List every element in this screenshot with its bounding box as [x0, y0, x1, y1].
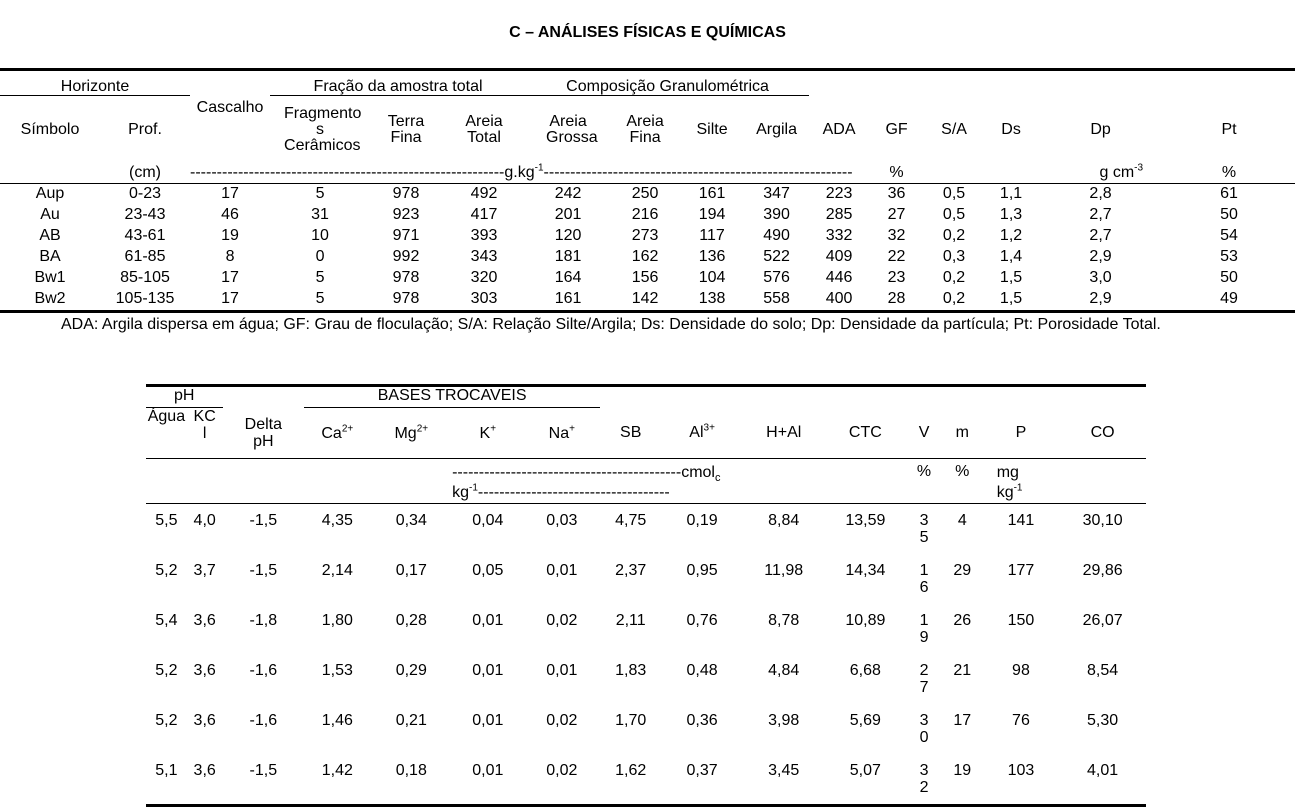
table-cell: 2,9 [1038, 289, 1163, 312]
table-cell: 0,01 [472, 612, 504, 629]
table-cell: 332 [825, 227, 853, 244]
table-cell: 150 [1007, 612, 1035, 629]
spacer [146, 459, 304, 504]
col-m: m [955, 424, 969, 442]
unit-pt: % [1163, 165, 1295, 184]
col-cascalho: Cascalho [196, 98, 264, 116]
table-cell: 85-105 [120, 269, 170, 286]
group-header-row [146, 386, 1146, 408]
table-cell: 0,37 [661, 754, 743, 806]
table-cell: 8,78 [768, 612, 800, 629]
table-cell: 522 [763, 248, 790, 265]
table-cell: 0,01 [452, 754, 523, 806]
table-cell: 161 [698, 185, 726, 202]
table-cell: 417 [470, 206, 498, 223]
table-cell: Bw2 [0, 289, 100, 312]
table-cell: 347 [763, 185, 790, 202]
table-cell: 53 [1220, 248, 1238, 265]
table-cell: 3,6 [193, 662, 216, 679]
col-pt: Pt [1221, 121, 1237, 138]
table-cell: 23 [887, 269, 906, 286]
footnote: ADA: Argila dispersa em água; GF: Grau de floculação; S/A: Relação Silte/Argila; Ds: Densidade do solo; Dp: Densidade da partícula; Pt: Porosidade Total. [61, 316, 1161, 333]
unit-p: mg $kg^{-1}$ [983, 459, 1060, 504]
table-cell: 992 [392, 248, 420, 265]
table-cell: 27 [887, 206, 906, 223]
table-cell: 156 [631, 269, 659, 286]
table-cell: 303 [442, 289, 526, 312]
col-p: P [1015, 424, 1027, 442]
table-cell: 4,75 [615, 512, 647, 529]
table-cell: 181 [554, 248, 582, 265]
table-cell: 28 [869, 289, 924, 312]
table-cell: 0,04 [472, 512, 504, 529]
table-row [146, 554, 1146, 604]
table-row [0, 183, 1295, 205]
table-cell: 11,98 [764, 562, 804, 579]
table-cell: 19 [942, 754, 983, 806]
spacer [1059, 459, 1146, 504]
table-row [146, 704, 1146, 754]
table-cell: 1,1 [999, 185, 1023, 202]
unit-v: % [906, 459, 942, 504]
table-cell: 490 [763, 227, 790, 244]
table-cell: 19 [919, 612, 929, 646]
chemical-analysis-table [146, 384, 1146, 807]
table-cell: 5,69 [849, 712, 881, 729]
table-cell: 138 [680, 289, 744, 312]
table-cell: 4 [957, 512, 967, 529]
table-cell: 0,18 [370, 754, 452, 806]
table-cell: 0,28 [395, 612, 427, 629]
table-cell: 4,01 [1059, 754, 1146, 806]
table-cell: BA [39, 248, 61, 265]
table-cell: 30 [919, 712, 929, 746]
table-cell: -1,8 [249, 612, 278, 629]
table-cell: 2,7 [1089, 227, 1112, 244]
table-cell: 5 [315, 269, 325, 286]
table-cell: 5 [315, 185, 325, 202]
table-cell: 161 [526, 289, 610, 312]
table-row [146, 754, 1146, 806]
table-cell: 923 [392, 206, 420, 223]
composicao-header: Composição Granulométrica [526, 70, 809, 96]
table-row [0, 289, 1295, 312]
table-cell: 1,5 [984, 289, 1038, 312]
col-fragmentos: Fragmento s Cerâmicos [284, 105, 362, 155]
table-cell: 0,29 [395, 662, 427, 679]
table-cell: 4,35 [321, 512, 353, 529]
table-row [0, 205, 1295, 226]
table-cell: 390 [763, 206, 790, 223]
table-cell: 50 [1220, 269, 1238, 286]
table-cell: 1,70 [615, 712, 647, 729]
table-cell: 29,86 [1082, 562, 1123, 579]
table-cell: 103 [983, 754, 1060, 806]
chemical-analysis-rows [146, 504, 1146, 806]
table-cell: 1,46 [321, 712, 353, 729]
table-cell: 1,42 [304, 754, 370, 806]
ph-header: pH [146, 386, 223, 408]
table-cell: 3,6 [193, 612, 216, 629]
table-cell: 0,02 [546, 612, 578, 629]
col-gf: GF [885, 121, 908, 138]
table-cell: 2,14 [321, 562, 353, 579]
table-cell: 5 [270, 289, 370, 312]
table-cell: 61 [1220, 185, 1238, 202]
table-cell: 0,2 [942, 269, 966, 286]
table-cell: 2,37 [615, 562, 647, 579]
col-prof: Prof. [128, 121, 162, 139]
table-row [0, 226, 1295, 247]
table-cell: 6,68 [849, 662, 881, 679]
table-cell: 1,5 [999, 269, 1023, 286]
table-cell: 5,4 [155, 612, 178, 629]
col-dp: Dp [1090, 121, 1111, 138]
table-cell: 26 [953, 612, 972, 629]
table-cell: 2,7 [1089, 206, 1112, 223]
table-cell: 17 [221, 269, 239, 286]
table-cell: 492 [470, 185, 498, 202]
unit-prof: (cm) [100, 165, 190, 184]
table-cell: 0,19 [686, 512, 718, 529]
table-cell: 76 [1012, 712, 1030, 729]
col-kcl: KCl [193, 408, 216, 442]
col-argila: Argila [756, 121, 797, 139]
table-cell: 32 [906, 754, 942, 806]
table-cell: 49 [1163, 289, 1295, 312]
table-cell: 21 [953, 662, 972, 679]
table-cell: 1,2 [999, 227, 1023, 244]
table-cell: 10 [311, 227, 329, 244]
table-cell: -1,5 [249, 512, 278, 529]
page-title: C – ANÁLISES FÍSICAS E QUÍMICAS [509, 24, 786, 41]
table-cell: Bw1 [34, 269, 66, 286]
table-cell: 105-135 [100, 289, 190, 312]
table-cell: 98 [1012, 662, 1030, 679]
col-ds: Ds [1001, 121, 1021, 138]
table-cell: 2,8 [1089, 185, 1112, 202]
table-cell: 0,5 [942, 206, 966, 223]
table-cell: 5,2 [155, 712, 178, 729]
table-cell: -1,6 [249, 712, 278, 729]
horizonte-header: Horizonte [0, 70, 190, 96]
table-cell: 1,80 [321, 612, 353, 629]
table-cell: 26,07 [1082, 612, 1123, 629]
table-cell: 0,02 [524, 754, 601, 806]
table-cell: 576 [763, 269, 790, 286]
table-cell: 142 [610, 289, 680, 312]
table-cell: 8,54 [1087, 662, 1119, 679]
table-cell: 978 [370, 289, 442, 312]
table-cell: 0,95 [686, 562, 718, 579]
table-cell: 32 [887, 227, 906, 244]
unit-gf: % [869, 165, 924, 184]
col-al: $Al^{3+}$ [689, 422, 715, 442]
table-cell: 35 [919, 512, 929, 546]
unit-m: % [942, 459, 983, 504]
table-cell: 0,48 [686, 662, 718, 679]
table-cell: 194 [698, 206, 726, 223]
spacer [809, 70, 1295, 96]
unit-gkg: $-----------------------------------------------------------g.kg^{-1}--------------------------------------------------------$-- [190, 165, 809, 184]
table-cell: -1,5 [223, 754, 305, 806]
table-cell: 17 [953, 712, 972, 729]
table-cell: 0-23 [128, 185, 162, 202]
table-cell: 30,10 [1082, 512, 1123, 529]
table-cell: 43-61 [124, 227, 166, 244]
table-cell: 320 [470, 269, 498, 286]
table-cell: 1,53 [321, 662, 353, 679]
table-cell: 10,89 [845, 612, 886, 629]
spacer [304, 459, 370, 504]
table-cell: 0,36 [686, 712, 718, 729]
table-cell: 978 [392, 269, 420, 286]
table-cell: 400 [809, 289, 869, 312]
table-cell: 4,84 [768, 662, 800, 679]
table-cell: 0,01 [472, 712, 504, 729]
table-cell: 50 [1220, 206, 1238, 223]
table-cell: 3,6 [187, 754, 223, 806]
table-cell: 0 [315, 248, 325, 265]
table-cell: 0,02 [546, 712, 578, 729]
col-mg: $Mg^{2+}$ [394, 423, 429, 442]
table-cell: 19 [221, 227, 239, 244]
table-cell: Aup [35, 185, 65, 202]
table-cell: 46 [221, 206, 239, 223]
unit-cmol: -------------------------------------------cmol$_c$ $kg^{-1}------------------------------------$ [452, 459, 824, 504]
table-cell: 27 [919, 662, 929, 696]
table-cell: 2,11 [615, 612, 646, 629]
spacer [370, 459, 452, 504]
table-cell: 273 [631, 227, 659, 244]
table-cell: 136 [698, 248, 726, 265]
table-cell: 13,59 [845, 512, 886, 529]
table-cell: 0,3 [942, 248, 966, 265]
col-ctc: CTC [848, 424, 882, 442]
table-cell: 971 [392, 227, 420, 244]
table-cell: 22 [887, 248, 906, 265]
table-cell: 0,21 [395, 712, 427, 729]
col-delta-ph: Delta pH [244, 415, 283, 450]
table-row [146, 604, 1146, 654]
col-agua: Água [147, 408, 186, 425]
fracao-header: Fração da amostra total [270, 70, 526, 96]
table-cell: 3,0 [1089, 269, 1112, 286]
column-header-row [0, 96, 1295, 165]
spacer [600, 386, 1146, 408]
col-simbolo: Símbolo [20, 121, 80, 139]
column-header-row [146, 408, 1146, 459]
table-cell: 5,07 [825, 754, 907, 806]
col-sa: S/A [941, 121, 967, 138]
col-silte: Silte [696, 121, 728, 139]
table-cell: 242 [554, 185, 582, 202]
table-cell: 104 [698, 269, 726, 286]
col-areia-total: Areia Total [465, 113, 503, 147]
table-cell: 177 [1007, 562, 1035, 579]
table-cell: 0,01 [546, 562, 578, 579]
table-cell: 141 [1007, 512, 1035, 529]
table-cell: 446 [825, 269, 853, 286]
table-cell: 36 [887, 185, 906, 202]
table-cell: 5,5 [155, 512, 178, 529]
table-cell: -1,6 [249, 662, 278, 679]
physical-analysis-table [0, 68, 1295, 313]
table-cell: 4,0 [193, 512, 216, 529]
table-cell: 0,2 [924, 289, 984, 312]
col-sb: SB [620, 424, 642, 442]
table-row [0, 268, 1295, 289]
table-cell: 164 [554, 269, 582, 286]
table-cell: 117 [699, 227, 725, 244]
spacer [825, 459, 907, 504]
unit-gcm: g $cm^{-3}$ [984, 165, 1163, 184]
col-ada: ADA [822, 121, 856, 138]
units-row [146, 459, 1146, 504]
col-terra-fina: Terra Fina [387, 113, 425, 147]
table-cell: 0,2 [942, 227, 966, 244]
col-k: K+ [479, 423, 497, 442]
table-cell: Au [40, 206, 60, 223]
table-cell: 120 [554, 227, 582, 244]
col-hal: H+Al [766, 424, 802, 442]
table-cell: 2,9 [1089, 248, 1112, 265]
table-cell: 162 [631, 248, 659, 265]
table-cell: 8 [225, 248, 235, 265]
table-cell: 393 [470, 227, 498, 244]
table-cell: 250 [631, 185, 659, 202]
spacer [190, 70, 270, 96]
table-cell: 61-85 [124, 248, 166, 265]
table-cell: 23-43 [124, 206, 166, 223]
table-cell: 0,03 [546, 512, 578, 529]
units-row [0, 165, 1295, 184]
table-cell: 8,84 [768, 512, 800, 529]
table-cell: 29 [953, 562, 972, 579]
table-cell: 3,7 [193, 562, 216, 579]
col-na: Na+ [548, 423, 575, 442]
table-cell: -1,5 [249, 562, 278, 579]
table-cell: 0,34 [395, 512, 427, 529]
table-cell: 5,1 [146, 754, 187, 806]
table-cell: 223 [825, 185, 853, 202]
table-cell: 17 [221, 185, 239, 202]
table-cell: 201 [554, 206, 582, 223]
table-cell: 31 [311, 206, 329, 223]
table-cell: 0,01 [546, 662, 578, 679]
spacer [0, 165, 100, 184]
table-cell: 16 [919, 562, 929, 596]
col-areia-grossa: Areia Grossa [546, 113, 598, 147]
table-cell: 17 [190, 289, 270, 312]
table-cell: 216 [631, 206, 659, 223]
table-row [146, 654, 1146, 704]
table-cell: 285 [825, 206, 853, 223]
col-v: V [918, 424, 930, 442]
table-cell: AB [39, 227, 61, 244]
col-ca: $Ca^{2+}$ [321, 423, 354, 442]
spacer [924, 165, 984, 184]
table-cell: 409 [825, 248, 853, 265]
table-cell: 0,05 [472, 562, 504, 579]
table-cell: 1,62 [600, 754, 661, 806]
table-cell: 0,5 [942, 185, 966, 202]
spacer [223, 386, 305, 408]
table-cell: 0,76 [686, 612, 718, 629]
col-areia-fina: Areia Fina [626, 113, 664, 147]
table-row [0, 247, 1295, 268]
table-cell: 3,6 [193, 712, 216, 729]
table-cell: 1,83 [615, 662, 647, 679]
bases-header: BASES TROCAVEIS [304, 386, 600, 408]
table-cell: 3,98 [768, 712, 800, 729]
table-cell: 978 [392, 185, 420, 202]
table-cell: 0,17 [395, 562, 427, 579]
table-cell: 558 [744, 289, 809, 312]
table-cell: 0,01 [472, 662, 504, 679]
table-cell: 343 [470, 248, 498, 265]
table-cell: 5,2 [155, 662, 178, 679]
table-cell: 3,45 [743, 754, 825, 806]
table-cell: 1,3 [999, 206, 1023, 223]
table-cell: 54 [1220, 227, 1238, 244]
table-cell: 14,34 [845, 562, 886, 579]
col-co: CO [1090, 424, 1115, 442]
table-cell: 1,4 [999, 248, 1023, 265]
table-cell: 5,30 [1087, 712, 1119, 729]
group-header-row [0, 70, 1295, 96]
table-cell: 5,2 [155, 562, 178, 579]
physical-analysis-rows [0, 183, 1295, 311]
table-row [146, 504, 1146, 555]
